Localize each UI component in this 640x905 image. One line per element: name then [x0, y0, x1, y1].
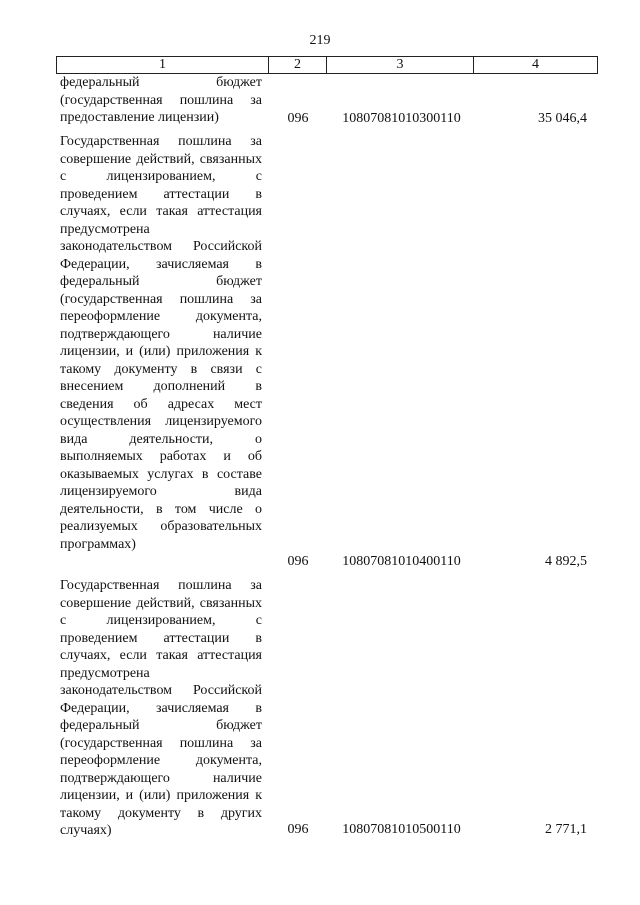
table-header — [56, 56, 598, 74]
row-description: Государственная пошлина за совершение действий, связанных с лицензированием, с проведением аттестации в случаях, если такая аттестация предусмотрена законодательством Российской Федерации, зачисляемая в федеральный бюджет (государственная пошлина за переоформление документа, подтверждающего наличие лицензии, и (или) приложения к такому документу в других случаях) — [60, 578, 262, 838]
column-header-1: 1 — [57, 57, 269, 74]
row-kbk: 10807081010300110 — [342, 111, 461, 126]
page-number: 219 — [309, 33, 331, 48]
column-header-2: 2 — [269, 57, 327, 74]
row-amount: 35 046,4 — [538, 111, 587, 126]
row-admin-code: 096 — [287, 822, 309, 837]
row-description: Государственная пошлина за совершение действий, связанных с лицензированием, с проведением аттестации в случаях, если такая аттестация предусмотрена законодательством Российской Федерации, зачисляемая в федеральный бюджет (государственная пошлина за переоформление документа, подтверждающего наличие лицензии, и (или) приложения к такому документу в связи с внесением дополнений в сведения об адресах мест осуществления лицензируемого вида деятельности, о выполняемых работах и об оказываемых услугах в составе лицензируемого вида деятельности, в том числе о реализуемых образовательных программах) — [60, 134, 262, 552]
column-header-4: 4 — [474, 57, 598, 74]
row-description: федеральный бюджет (государственная пошлина за предоставление лицензии) — [60, 75, 262, 125]
row-admin-code: 096 — [287, 111, 309, 126]
row-admin-code: 096 — [287, 554, 309, 569]
row-kbk: 10807081010400110 — [342, 554, 461, 569]
row-kbk: 10807081010500110 — [342, 822, 461, 837]
row-amount: 4 892,5 — [545, 554, 587, 569]
column-header-3: 3 — [327, 57, 474, 74]
row-amount: 2 771,1 — [545, 822, 587, 837]
